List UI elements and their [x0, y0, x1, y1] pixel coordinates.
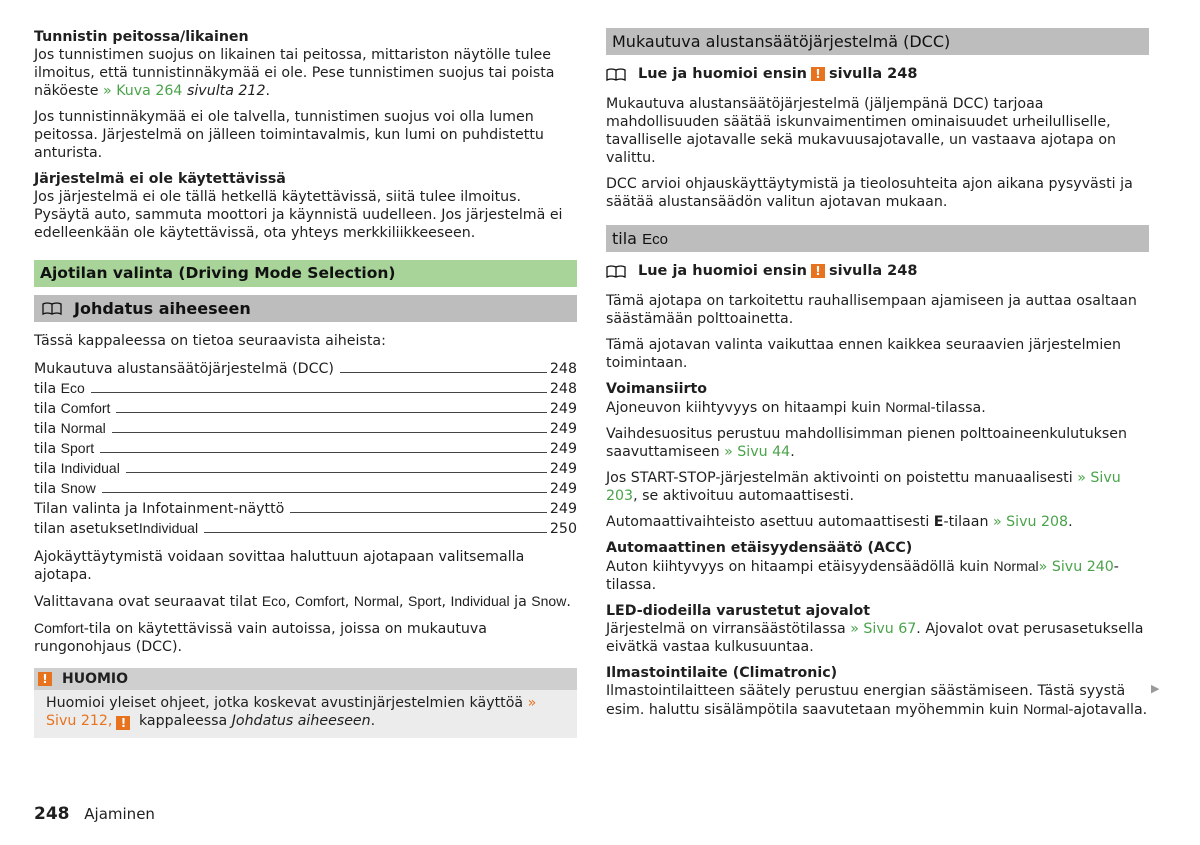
toc-label-text: tila [34, 401, 61, 417]
introduction-title: Johdatus aiheeseen [74, 299, 251, 318]
toc-label [34, 439, 94, 458]
toc-label-text: Tilan valinta ja Infotainment-näyttö [34, 501, 285, 517]
toc-row[interactable] [34, 418, 577, 438]
toc-mode: Snow [60, 480, 96, 496]
warning-icon: ! [811, 67, 825, 81]
toc-leader [112, 432, 547, 433]
sensor-covered-text: Jos tunnistimen suojus on likainen tai peitossa, mittariston näytölle tulee ilmoitus, että tunnistinnäkymää ei ole. Pese tunnistimen suojus tai poista näköeste [34, 47, 555, 99]
toc-page: 248 [549, 381, 577, 397]
winter-snow-paragraph: Jos tunnistinnäkymää ei ole talvella, tunnistimen suojus voi olla lumen peitossa. Järjestelmä on jälleen toimintavalmis, kun lumi on puhdistettu anturista. [34, 109, 544, 161]
adjust-paragraph: Ajokäyttäytymistä voidaan sovittaa haluttuun ajotapaan valitsemalla ajotapa. [34, 549, 525, 583]
book-icon [42, 302, 62, 315]
toc-label-text: tila [34, 381, 61, 397]
start-stop-tail: , se aktivoituu automaattisesti. [633, 488, 854, 504]
page-footer [34, 805, 155, 823]
sep: , [441, 594, 451, 610]
warning-icon: ! [811, 264, 825, 278]
climatronic-tail: -ajotavalla. [1068, 702, 1148, 718]
toc-label [34, 379, 85, 398]
table-of-contents [34, 358, 577, 538]
toc-row[interactable] [34, 498, 577, 518]
sensor-covered-paragraph [34, 28, 577, 100]
led-tail: . Ajovalot ovat perusasetuksella eivätkä vastaa kulkusuuntaa. [606, 621, 1144, 655]
read-first-note [606, 262, 1149, 280]
caution-body [34, 690, 577, 730]
gear-text: Vaihdesuositus perustuu mahdollisimman pienen polttoaineenkulutuksen saavuttamiseen [606, 426, 1128, 460]
dcc-section-title: Mukautuva alustansäätöjärjestelmä (DCC) [606, 28, 1149, 55]
caution-header [34, 668, 577, 690]
dcc-evaluation: DCC arvioi ohjauskäyttäytymistä ja tieolosuhteita ajon aikana pysyvästi ja säätää alustansäädön valitun ajotavan mukaan. [606, 176, 1133, 210]
sep: , [398, 594, 408, 610]
toc-leader [290, 512, 547, 513]
toc-row[interactable] [34, 358, 577, 378]
mode-individual: Individual [450, 593, 510, 609]
mode-normal: Normal [993, 558, 1039, 574]
toc-mode: Sport [60, 440, 95, 456]
driving-mode-section-title: Ajotilan valinta (Driving Mode Selection) [34, 260, 577, 287]
eco-section-title [606, 225, 1149, 252]
caution-italic: Johdatus aiheeseen [231, 713, 371, 729]
page-203-link[interactable]: » Sivu 203 [606, 470, 1121, 504]
toc-label [34, 459, 120, 478]
page-240-link[interactable]: » Sivu 240 [1038, 559, 1114, 575]
caution-text: Huomioi yleiset ohjeet, jotka koskevat avustinjärjestelmien käyttöä [46, 695, 528, 711]
page-208-link[interactable]: » Sivu 208 [992, 514, 1069, 530]
toc-label [34, 419, 106, 438]
toc-page: 249 [549, 501, 577, 517]
powertrain-text: Ajoneuvon kiihtyvyys on hitaampi kuin [606, 400, 886, 416]
eco-purpose: Tämä ajotapa on tarkoitettu rauhallisempaan ajamiseen ja auttaa osaltaan säästämään polttoainetta. [606, 293, 1137, 327]
toc-row[interactable] [34, 478, 577, 498]
climatronic-paragraph [606, 664, 1149, 719]
gear-recommendation-paragraph [606, 425, 1149, 461]
toc-mode: Normal [60, 420, 106, 436]
right-column [606, 28, 1149, 727]
toc-leader [91, 392, 547, 393]
toc-label [34, 399, 110, 418]
toc-leader [102, 492, 547, 493]
mode-normal: Normal [885, 399, 931, 415]
page-67-link[interactable]: » Sivu 67 [850, 621, 917, 637]
figure-264-link[interactable]: » Kuva 264 [103, 83, 183, 99]
comfort-paragraph [34, 619, 577, 656]
eco-affects: Tämä ajotavan valinta vaikuttaa ennen kaikkea seuraavien järjestelmien toimintaan. [606, 337, 1122, 371]
automatic-gearbox-paragraph [606, 513, 1149, 531]
mode-sport: Sport [407, 593, 442, 609]
toc-label [34, 519, 198, 538]
period: . [1068, 514, 1073, 530]
sep: , [285, 594, 295, 610]
powertrain-paragraph [606, 380, 1149, 417]
caution-box [34, 668, 577, 738]
toc-label [34, 359, 334, 378]
toc-page: 248 [549, 361, 577, 377]
acc-tail: -tilassa. [606, 559, 1119, 593]
system-unavailable-paragraph [34, 170, 577, 242]
mode-normal: Normal [1023, 701, 1069, 717]
toc-label-text: tila [34, 421, 61, 437]
toc-row[interactable] [34, 518, 577, 538]
eco-title-pre: tila [612, 229, 643, 248]
toc-row[interactable] [34, 458, 577, 478]
toc-label-text: tila [34, 461, 61, 477]
acc-paragraph [606, 539, 1149, 594]
introduction-header [34, 295, 577, 322]
system-unavailable-text: Jos järjestelmä ei ole tällä hetkellä käytettävissä, siitä tulee ilmoitus. Pysäytä auto, sammuta moottori ja käynnistä uudelleen. Jos järjestelmä ei edelleenkään ole käytettävissä, ota yhteys merkkiliikkeeseen. [34, 189, 563, 241]
read-first-page: sivulla 248 [829, 66, 918, 82]
page-44-link[interactable]: » Sivu 44 [724, 444, 791, 460]
led-text: Järjestelmä on virransäästötilassa [606, 621, 851, 637]
climatronic-text: Ilmastointilaitteen säätely perustuu energian säästämiseen. Tästä syystä esim. haluttu sisälämpötila saavutetaan myöhemmin kuin [606, 683, 1126, 718]
toc-mode: Comfort [60, 400, 111, 416]
toc-leader [126, 472, 547, 473]
mode-comfort: Comfort [295, 593, 345, 609]
toc-label-text: tila [34, 481, 61, 497]
system-unavailable-heading: Järjestelmä ei ole käytettävissä [34, 171, 286, 187]
toc-leader [116, 412, 546, 413]
toc-label-text: tilan asetukset [34, 521, 139, 537]
climatronic-heading: Ilmastointilaite (Climatronic) [606, 665, 838, 681]
toc-leader [340, 372, 547, 373]
toc-page: 249 [549, 481, 577, 497]
mode-normal: Normal [353, 593, 399, 609]
toc-label [34, 479, 96, 498]
gearbox-text: Automaattivaihteisto asettuu automaattisesti [606, 514, 934, 530]
caution-title: HUOMIO [62, 671, 129, 687]
period: . [566, 594, 571, 610]
toc-page: 249 [549, 461, 577, 477]
toc-row[interactable] [34, 398, 577, 418]
toc-page: 249 [549, 401, 577, 417]
mode-comfort: Comfort [34, 620, 84, 636]
chapter-name: Ajaminen [84, 805, 155, 823]
toc-row[interactable] [34, 438, 577, 458]
toc-intro: Tässä kappaleessa on tietoa seuraavista aiheista: [34, 333, 386, 349]
toc-label-text: Mukautuva alustansäätöjärjestelmä (DCC) [34, 361, 334, 377]
page-number: 248 [34, 804, 70, 824]
toc-mode: Individual [138, 520, 199, 536]
mode-e: E [933, 514, 944, 530]
toc-leader [204, 532, 547, 533]
warning-icon: ! [116, 716, 130, 730]
left-column [34, 28, 577, 738]
toc-page: 249 [549, 421, 577, 437]
book-icon [606, 265, 626, 278]
mode-snow: Snow [531, 593, 567, 609]
period: . [370, 713, 376, 729]
read-first-text: Lue ja huomioi ensin [638, 263, 807, 279]
acc-text: Auton kiihtyvyys on hitaampi etäisyydensäädöllä kuin [606, 559, 994, 575]
page-212-ref: sivulta 212 [182, 83, 266, 99]
read-first-text: Lue ja huomioi ensin [638, 66, 807, 82]
powertrain-tail: -tilassa. [930, 400, 986, 416]
toc-mode: Individual [60, 460, 120, 476]
toc-label-text: tila [34, 441, 61, 457]
toc-mode: Eco [60, 380, 85, 396]
page-212-link[interactable]: » Sivu 212, [46, 695, 537, 729]
period: . [790, 444, 795, 460]
toc-row[interactable] [34, 378, 577, 398]
led-paragraph [606, 602, 1149, 656]
toc-page: 249 [549, 441, 577, 457]
sensor-covered-heading: Tunnistin peitossa/likainen [34, 29, 249, 45]
led-heading: LED-diodeilla varustetut ajovalot [606, 603, 871, 619]
read-first-page: sivulla 248 [829, 263, 918, 279]
toc-label [34, 499, 284, 518]
read-first-note [606, 65, 1149, 83]
start-stop-text: Jos START-STOP-järjestelmän aktivointi on poistettu manuaalisesti [606, 470, 1078, 486]
book-icon [606, 68, 626, 81]
and: ja [509, 594, 532, 610]
powertrain-heading: Voimansiirto [606, 381, 707, 397]
warning-icon: ! [38, 672, 52, 686]
start-stop-paragraph [606, 469, 1149, 505]
modes-pre: Valittavana ovat seuraavat tilat [34, 594, 262, 610]
period: . [265, 83, 271, 99]
sep: , [344, 594, 354, 610]
mode-eco: Eco [261, 593, 286, 609]
caution-text-b: kappaleessa [134, 713, 232, 729]
toc-page: 250 [549, 521, 577, 537]
toc-leader [100, 452, 547, 453]
dcc-description: Mukautuva alustansäätöjärjestelmä (jäljempänä DCC) tarjoaa mahdollisuuden säätää iskunvaimentimen ominaisuudet urheilulliselle, tavalliselle ajotavalle sekä mukavuusajotavalle, un vastaava ajotapa on valittu. [606, 96, 1117, 166]
eco-title-mode: Eco [642, 231, 668, 248]
comfort-text: -tila on käytettävissä vain autoissa, joissa on mukautuva rungonohjaus (DCC). [34, 621, 487, 655]
continue-arrow-icon: ▶ [1151, 682, 1160, 695]
available-modes-paragraph [34, 592, 577, 611]
gearbox-mid: -tilaan [943, 514, 993, 530]
acc-heading: Automaattinen etäisyydensäätö (ACC) [606, 540, 913, 556]
